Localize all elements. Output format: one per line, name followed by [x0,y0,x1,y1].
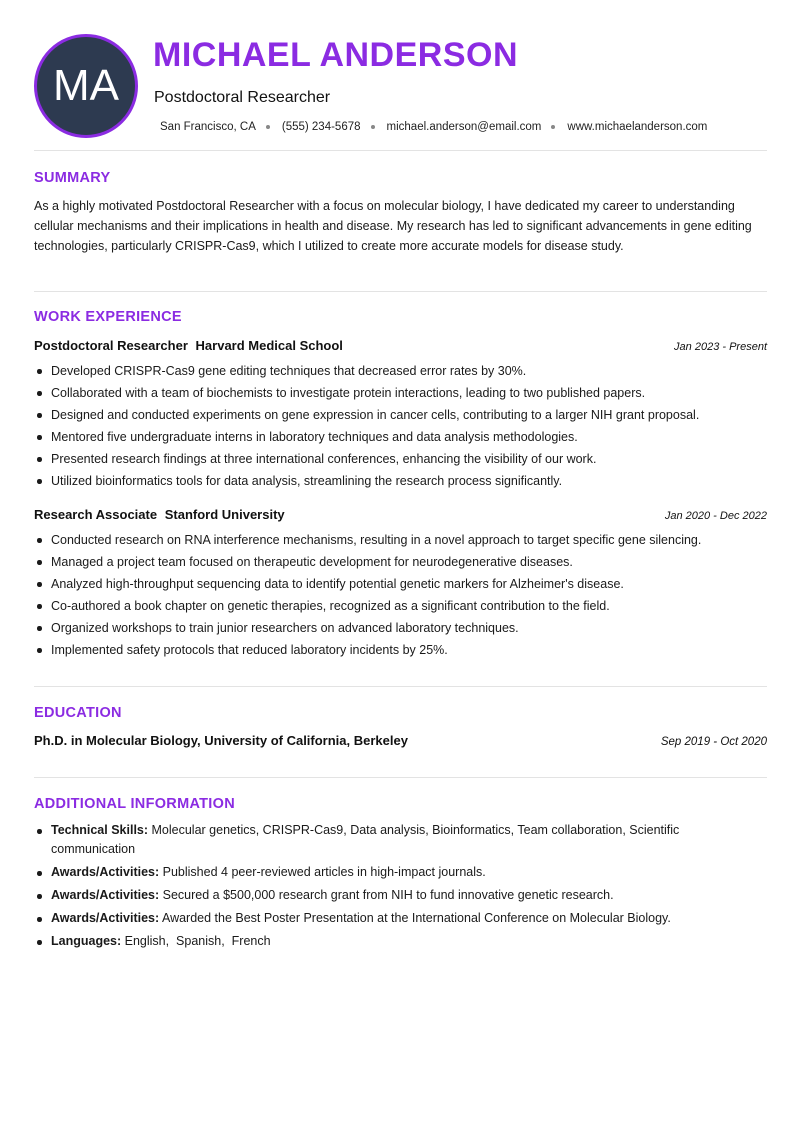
item-text: Awarded the Best Poster Presentation at the International Conference on Molecular Biology. [161,911,671,925]
job-dates: Jan 2023 - Present [674,341,767,353]
list-item: Utilized bioinformatics tools for data analysis, streamlining the research process significantly. [34,470,769,492]
separator-dot [551,125,555,129]
job-company: Stanford University [164,507,285,522]
list-item: Co-authored a book chapter on genetic therapies, recognized as a significant contribution to the field. [34,595,769,617]
separator-dot [371,125,375,129]
list-item [34,886,734,905]
list-item: Managed a project team focused on therapeutic development for neurodegenerative diseases. [34,551,769,573]
item-text: Published 4 peer-reviewed articles in high-impact journals. [162,865,486,879]
item-label: Languages: [51,934,122,948]
job-header [34,338,767,353]
item-text: Secured a $500,000 research grant from NIH to fund innovative genetic research. [162,888,614,902]
list-item [34,863,734,882]
list-item: Collaborated with a team of biochemists to investigate protein interactions, leading to two published papers. [34,382,769,404]
job-bullets [34,360,769,492]
item-label: Technical Skills: [51,823,149,837]
candidate-name: MICHAEL ANDERSON [153,36,519,74]
item-text: English, Spanish, French [124,934,271,948]
list-item [34,909,734,928]
experience-heading: WORK EXPERIENCE [34,309,182,325]
education-entry [34,733,767,748]
contact-email[interactable]: michael.anderson@email.com [386,121,542,133]
section-divider [34,150,767,151]
contact-website[interactable]: www.michaelanderson.com [567,121,708,133]
additional-list [34,821,734,955]
job-position: Postdoctoral Researcher [34,338,188,353]
additional-heading: ADDITIONAL INFORMATION [34,796,235,812]
separator-dot [266,125,270,129]
list-item: Presented research findings at three international conferences, enhancing the visibility of our work. [34,448,769,470]
item-label: Awards/Activities: [51,888,160,902]
job-company: Harvard Medical School [195,338,343,353]
education-heading: EDUCATION [34,705,122,721]
contact-location: San Francisco, CA [160,121,256,133]
education-degree: Ph.D. in Molecular Biology, University of California, Berkeley [34,733,408,748]
summary-heading: SUMMARY [34,170,111,186]
job-header [34,507,767,522]
list-item: Developed CRISPR-Cas9 gene editing techniques that decreased error rates by 30%. [34,360,769,382]
summary-text: As a highly motivated Postdoctoral Researcher with a focus on molecular biology, I have dedicated my career to understanding cellular mechanisms and their implications in health and disease. My research has led to significant advancements in gene editing technologies, particularly CRISPR-Cas9, which I utilized to create more accurate models for disease study. [34,199,752,253]
job-dates: Jan 2020 - Dec 2022 [664,510,767,522]
job-bullets [34,529,769,661]
section-divider [34,777,767,778]
item-text: Molecular genetics, CRISPR-Cas9, Data analysis, Bioinformatics, Team collaboration, Scientific communication [51,823,680,856]
contact-bar [160,121,707,133]
education-dates: Sep 2019 - Oct 2020 [660,736,767,748]
candidate-role: Postdoctoral Researcher [154,89,331,106]
list-item: Mentored five undergraduate interns in laboratory techniques and data analysis methodologies. [34,426,769,448]
list-item: Analyzed high-throughput sequencing data to identify potential genetic markers for Alzheimer's disease. [34,573,769,595]
list-item: Designed and conducted experiments on gene expression in cancer cells, contributing to a larger NIH grant proposal. [34,404,769,426]
list-item [34,932,734,951]
item-label: Awards/Activities: [51,865,160,879]
list-item: Organized workshops to train junior researchers on advanced laboratory techniques. [34,617,769,639]
avatar [34,34,138,138]
contact-phone: (555) 234-5678 [281,121,361,133]
item-label: Awards/Activities: [51,911,160,925]
job-position: Research Associate [34,507,158,522]
list-item: Conducted research on RNA interference mechanisms, resulting in a novel approach to target specific gene silencing. [34,529,769,551]
list-item: Implemented safety protocols that reduced laboratory incidents by 25%. [34,639,769,661]
job-title [34,338,343,353]
avatar-initials: MA [53,61,119,110]
job-title [34,507,285,522]
section-divider [34,686,767,687]
list-item [34,821,734,859]
section-divider [34,291,767,292]
